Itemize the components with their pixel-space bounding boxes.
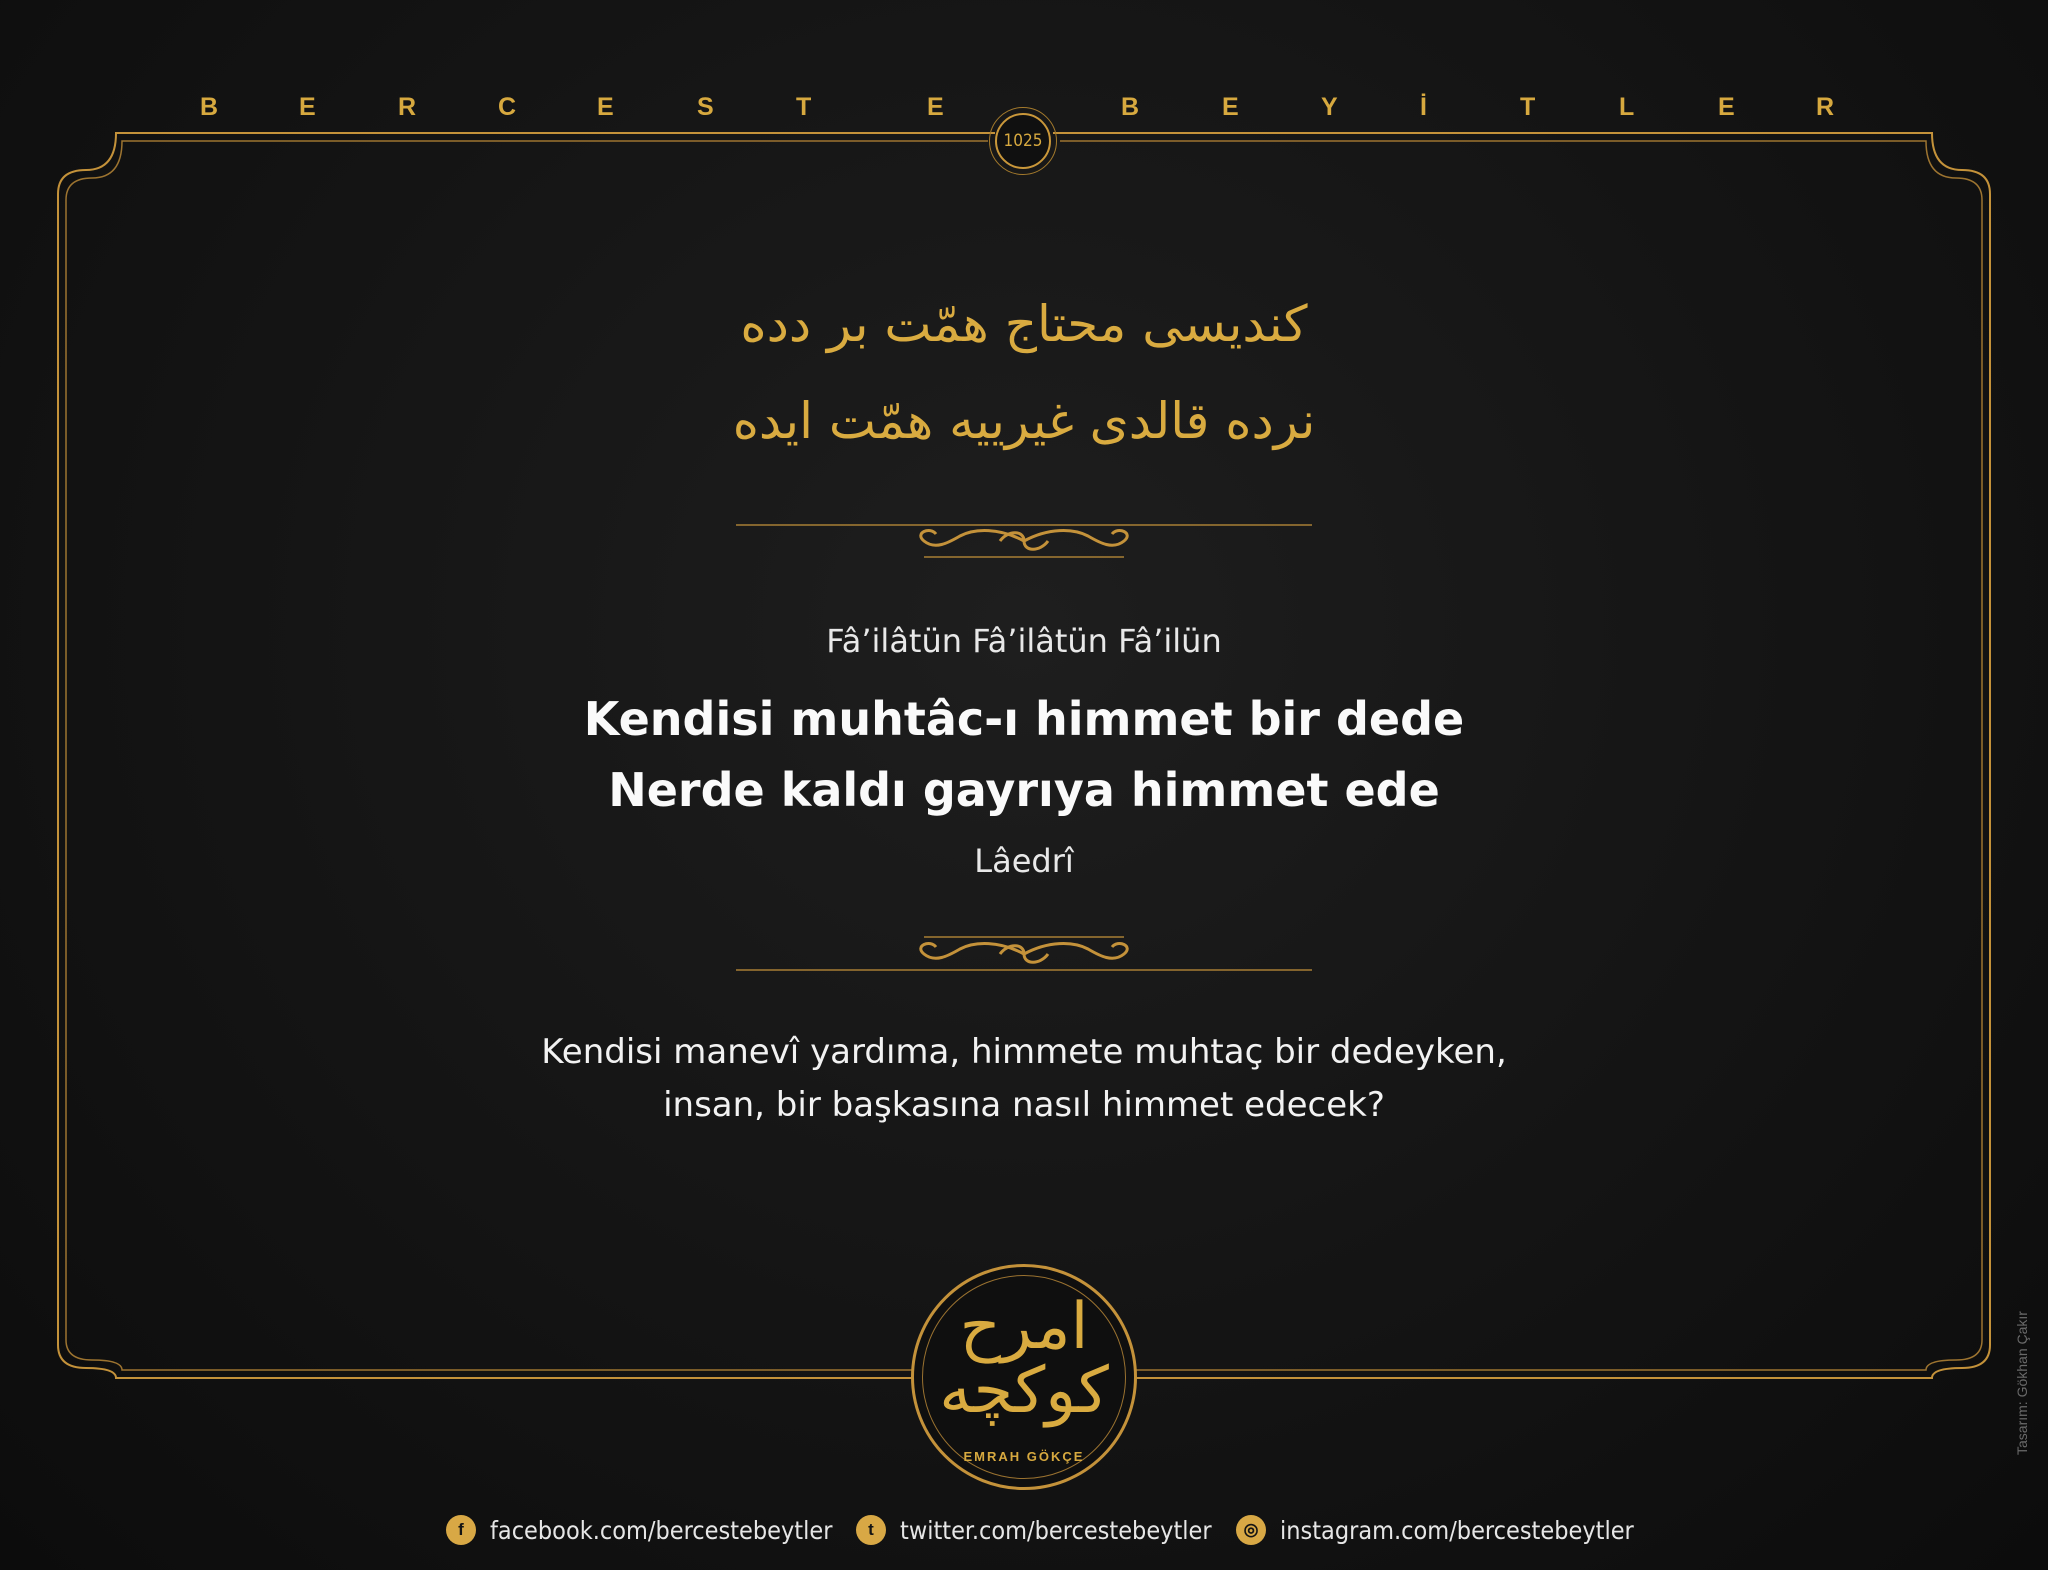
header-letter: T bbox=[796, 93, 812, 121]
header-letter: B bbox=[1121, 93, 1140, 121]
twitter-link-text: twitter.com/bercestebeytler bbox=[900, 1515, 1212, 1545]
header-letter: C bbox=[498, 93, 517, 121]
verse-line-1: Kendisi muhtâc-ı himmet bir dede bbox=[583, 692, 1465, 746]
meter-text: Fâ’ilâtün Fâ’ilâtün Fâ’ilün bbox=[826, 622, 1222, 660]
logo-calligraphy: امرح كوكچه bbox=[939, 1290, 1109, 1428]
header-letter: R bbox=[1816, 93, 1835, 121]
header-letter: E bbox=[927, 93, 944, 121]
twitter-link[interactable] bbox=[856, 1511, 1212, 1549]
ottoman-line-1: کندیسی محتاج همّت بر دده bbox=[740, 295, 1308, 353]
instagram-link[interactable] bbox=[1236, 1511, 1634, 1549]
instagram-icon: ◎ bbox=[1236, 1515, 1266, 1545]
header-letter: T bbox=[1520, 93, 1536, 121]
verse-line-2: Nerde kaldı gayrıya himmet ede bbox=[608, 763, 1440, 817]
header-letter: E bbox=[1222, 93, 1239, 121]
header-letter: E bbox=[299, 93, 316, 121]
designer-credit: Tasarım: Gökhan Çakır bbox=[2014, 1311, 2030, 1455]
twitter-icon: t bbox=[856, 1515, 886, 1545]
emrah-gokce-logo bbox=[911, 1264, 1137, 1490]
header-letter: L bbox=[1619, 93, 1635, 121]
header-letter: İ bbox=[1420, 93, 1427, 121]
meaning-line-1: Kendisi manevî yardıma, himmete muhtaç bir dedeyken, bbox=[541, 1032, 1507, 1072]
facebook-icon: f bbox=[446, 1515, 476, 1545]
header-letter: Y bbox=[1321, 93, 1338, 121]
header-letter: E bbox=[1718, 93, 1735, 121]
facebook-link[interactable] bbox=[446, 1511, 832, 1549]
couplet-number-badge bbox=[995, 113, 1051, 169]
instagram-link-text: instagram.com/bercestebeytler bbox=[1280, 1515, 1634, 1545]
header-letter: B bbox=[200, 93, 219, 121]
header-letter: S bbox=[697, 93, 714, 121]
facebook-link-text: facebook.com/bercestebeytler bbox=[490, 1515, 833, 1545]
ottoman-line-2: نرده قالدی غیرییه همّت ایده bbox=[732, 392, 1316, 450]
poet-name: Lâedrî bbox=[974, 842, 1074, 880]
couplet-number: 1025 bbox=[1003, 131, 1043, 151]
header-letter: E bbox=[597, 93, 614, 121]
logo-name: EMRAH GÖKÇE bbox=[963, 1449, 1085, 1464]
header-letter: R bbox=[398, 93, 417, 121]
meaning-line-2: insan, bir başkasına nasıl himmet edecek? bbox=[663, 1085, 1385, 1125]
